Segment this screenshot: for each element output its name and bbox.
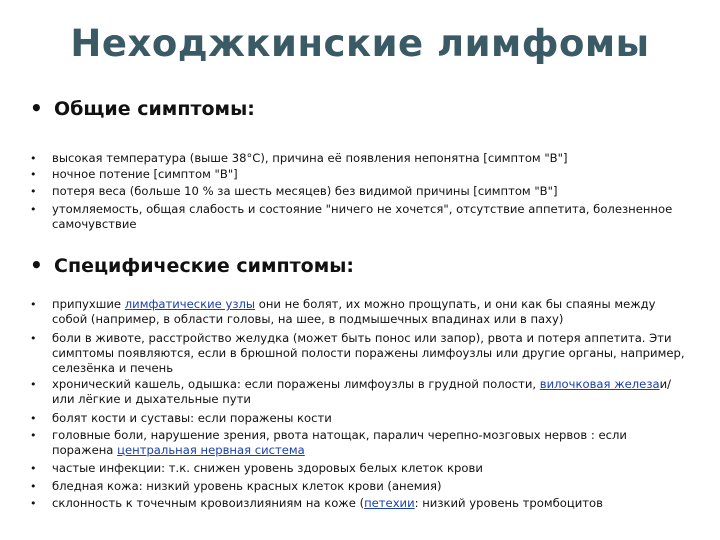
specific-item-text: болят кости и суставы: если поражены кости xyxy=(52,411,332,425)
bullet-icon: • xyxy=(30,412,37,425)
specific-item-text: припухшие лимфатические узлы они не болят, их можно прощупать, и они как бы спаяны между собой (например, в области головы, на шее, в подмышечных впадинах или в паху) xyxy=(52,297,656,326)
bullet-icon: • xyxy=(30,96,43,120)
bullet-icon: • xyxy=(30,253,43,277)
bullet-icon: • xyxy=(30,298,37,311)
specific-heading-text: Специфические симптомы: xyxy=(54,255,355,277)
bullet-icon: • xyxy=(30,429,37,442)
petechiae-link[interactable]: петехии xyxy=(364,496,415,510)
bullet-icon: • xyxy=(30,378,37,391)
bullet-icon: • xyxy=(30,462,37,475)
specific-item-text: головные боли, нарушение зрения, рвота натощак, паралич черепно-мозговых нервов : если поражена центральная нервная система xyxy=(52,428,627,457)
specific-item-text: боли в животе, расстройство желудка (может быть понос или запор), рвота и потеря аппетита. Эти симптомы появляются, если в брюшной полости поражены лимфоузлы или другие органы, например, селезёнка и печень xyxy=(52,331,685,375)
general-item-text: утомляемость, общая слабость и состояние "ничего не хочется", отсутствие аппетита, болезненное самочувствие xyxy=(52,202,673,231)
lymph-nodes-link[interactable]: лимфатические узлы xyxy=(124,297,256,311)
thymus-link[interactable]: вилочковая железа xyxy=(539,377,660,391)
general-item-text: высокая температура (выше 38°С), причина её появления непонятна [симптом "В"] xyxy=(52,151,568,165)
bullet-icon: • xyxy=(30,203,37,216)
specific-item-text: частые инфекции: т.к. снижен уровень здоровых белых клеток крови xyxy=(52,461,483,475)
bullet-icon: • xyxy=(30,497,37,510)
specific-symptoms-heading xyxy=(30,253,354,277)
cns-link[interactable]: центральная нервная система xyxy=(117,443,305,457)
specific-item-text: склонность к точечным кровоизлияниям на коже (петехии: низкий уровень тромбоцитов xyxy=(52,496,603,510)
specific-item-text: хронический кашель, одышка: если поражены лимфоузлы в грудной полости, вилочковая железаи/или лёгкие и дыхательные пути xyxy=(52,377,672,406)
bullet-icon: • xyxy=(30,480,37,493)
bullet-icon: • xyxy=(30,332,37,345)
general-item-text: ночное потение [симптом "В"] xyxy=(52,167,238,181)
slide-title: Неходжкинские лимфомы xyxy=(70,22,650,65)
specific-item-text: бледная кожа: низкий уровень красных клеток крови (анемия) xyxy=(52,479,442,493)
general-symptoms-heading xyxy=(30,96,255,120)
bullet-icon: • xyxy=(30,185,37,198)
bullet-icon: • xyxy=(30,168,37,181)
bullet-icon: • xyxy=(30,152,37,165)
general-heading-text: Общие симптомы: xyxy=(54,98,255,120)
general-item-text: потеря веса (больше 10 % за шесть месяцев) без видимой причины [симптом "В"] xyxy=(52,184,558,198)
